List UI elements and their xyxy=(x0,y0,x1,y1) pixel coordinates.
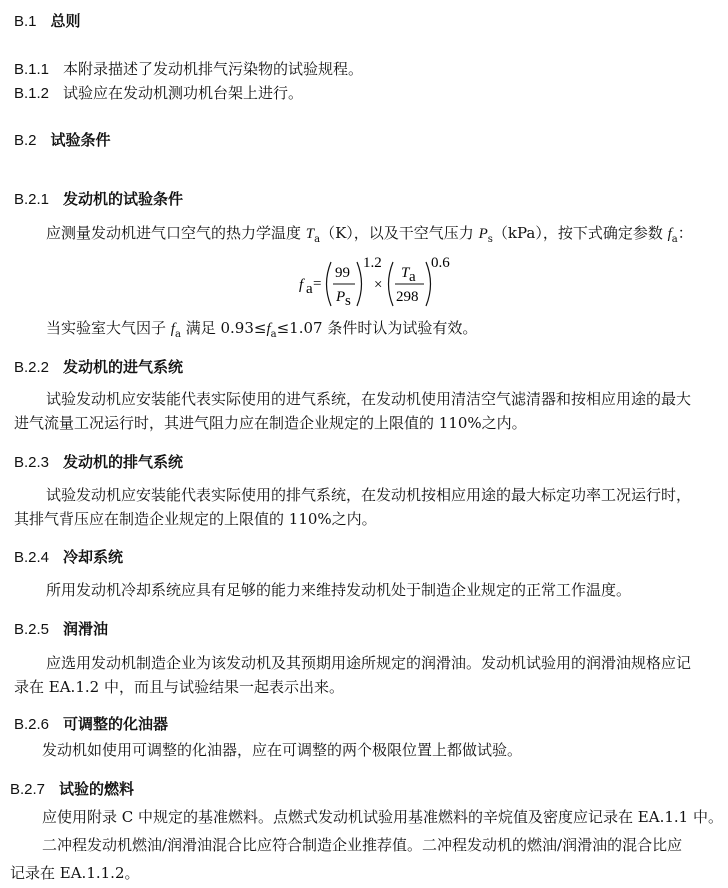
clause-text: 试验应在发动机测功机台架上进行。 xyxy=(63,84,304,102)
section-number: B.2.5 xyxy=(14,621,50,638)
heading-b2-4 xyxy=(14,546,123,567)
paragraph-b2-2-line1: 试验发动机应安装能代表实际使用的进气系统，在发动机使用清洁空气滤清器和按相应用途的最大 xyxy=(46,390,692,408)
fraction2-denominator: 298 xyxy=(396,289,419,305)
section-number: B.2.6 xyxy=(14,716,50,733)
paren-left xyxy=(327,262,332,306)
section-title: 试验的燃料 xyxy=(59,781,135,798)
var-f: f xyxy=(266,321,271,337)
text-run: ≤1.07 条件时认为试验有效。 xyxy=(276,319,478,337)
clause-b1-1 xyxy=(14,58,363,79)
exponent1: 1.2 xyxy=(363,255,382,271)
var-sub: a xyxy=(270,329,277,340)
heading-b2-3 xyxy=(14,451,183,472)
times-sign: × xyxy=(374,277,383,293)
heading-b2-5 xyxy=(14,618,108,639)
paragraph-b2-4-line1: 所用发动机冷却系统应具有足够的能力来维持发动机处于制造企业规定的正常工作温度。 xyxy=(46,581,632,599)
clause-number: B.1.2 xyxy=(14,85,50,102)
section-title: 试验条件 xyxy=(50,132,111,149)
paren-right xyxy=(357,262,362,306)
formula-fa xyxy=(297,255,450,312)
section-number: B.2.4 xyxy=(14,549,50,566)
formula-lhs-sub: a xyxy=(306,281,313,297)
heading-b2-2 xyxy=(14,356,183,377)
clause-number: B.1.1 xyxy=(14,61,50,78)
formula-lhs: f xyxy=(299,277,304,293)
section-number: B.2.1 xyxy=(14,191,50,208)
paragraph-b2-5-line1: 应选用发动机制造企业为该发动机及其预期用途所规定的润滑油。发动机试验用的润滑油规格应记 xyxy=(46,654,692,672)
paren-right xyxy=(426,262,431,306)
var-P: P xyxy=(478,226,488,242)
section-number: B.2.2 xyxy=(14,359,50,376)
paragraph-b2-7-line2: 二冲程发动机燃油/润滑油混合比应符合制造企业推荐值。二冲程发动机的燃油/润滑油的混合比应 xyxy=(42,836,683,854)
var-sub: a xyxy=(314,234,321,245)
section-title: 发动机的排气系统 xyxy=(63,454,184,471)
paragraph-b2-1-measure xyxy=(46,224,693,249)
var-sub: s xyxy=(487,234,493,245)
section-number: B.2.7 xyxy=(10,781,46,798)
text-run: （kPa），按下式确定参数 xyxy=(492,224,668,242)
paragraph-b2-1-validity xyxy=(46,319,477,344)
paragraph-b2-5-line2: 录在 EA.1.2 中，而且与试验结果一起表示出来。 xyxy=(14,678,344,696)
fraction2-num-sub: a xyxy=(409,269,416,285)
paragraph-b2-7-line1: 应使用附录 C 中规定的基准燃料。点燃式发动机试验用基准燃料的辛烷值及密度应记录在 EA.1.1 中。 xyxy=(42,808,723,826)
text-run: 当实验室大气因子 xyxy=(46,319,171,337)
heading-b1 xyxy=(14,10,81,31)
section-number: B.2.3 xyxy=(14,454,50,471)
fraction1-den-sub: s xyxy=(345,293,351,309)
formula-equals: = xyxy=(313,276,322,292)
heading-b2 xyxy=(14,129,111,150)
paragraph-b2-3-line2: 其排气背压应在制造企业规定的上限值的 110%之内。 xyxy=(14,510,377,528)
section-number: B.2 xyxy=(14,132,37,149)
section-number: B.1 xyxy=(14,13,37,30)
section-title: 冷却系统 xyxy=(63,549,124,566)
exponent2: 0.6 xyxy=(431,255,450,271)
var-sub: a xyxy=(671,234,678,245)
fraction1-numerator: 99 xyxy=(335,265,350,281)
section-title: 发动机的进气系统 xyxy=(63,359,184,376)
heading-b2-1 xyxy=(14,188,183,209)
fraction1-denominator: P xyxy=(336,289,346,305)
section-title: 发动机的试验条件 xyxy=(63,191,184,208)
text-run: （K），以及干空气压力 xyxy=(320,224,479,242)
heading-b2-6 xyxy=(14,713,168,734)
text-run: ： xyxy=(677,224,693,242)
clause-b1-2 xyxy=(14,82,303,103)
var-f: f xyxy=(170,321,175,337)
section-title: 可调整的化油器 xyxy=(63,716,169,733)
paren-left xyxy=(389,262,394,306)
paragraph-b2-3-line1: 试验发动机应安装能代表实际使用的排气系统，在发动机按相应用途的最大标定功率工况运行时， xyxy=(46,486,692,504)
paragraph-b2-2-line2: 进气流量工况运行时，其进气阻力应在制造企业规定的上限值的 110%之内。 xyxy=(14,414,527,432)
text-run: 应测量发动机进气口空气的热力学温度 xyxy=(46,224,306,242)
var-T: T xyxy=(305,226,315,242)
clause-text: 本附录描述了发动机排气污染物的试验规程。 xyxy=(63,60,364,78)
heading-b2-7 xyxy=(10,778,134,799)
fraction2-numerator: T xyxy=(401,265,410,281)
paragraph-b2-6-line1: 发动机如使用可调整的化油器，应在可调整的两个极限位置上都做试验。 xyxy=(42,741,523,759)
var-f: f xyxy=(667,226,672,242)
section-title: 润滑油 xyxy=(63,621,109,638)
var-sub: a xyxy=(174,329,181,340)
text-run: 满足 0.93≤ xyxy=(180,319,267,337)
paragraph-b2-7-line3: 记录在 EA.1.1.2。 xyxy=(10,864,140,882)
section-title: 总则 xyxy=(50,13,81,30)
